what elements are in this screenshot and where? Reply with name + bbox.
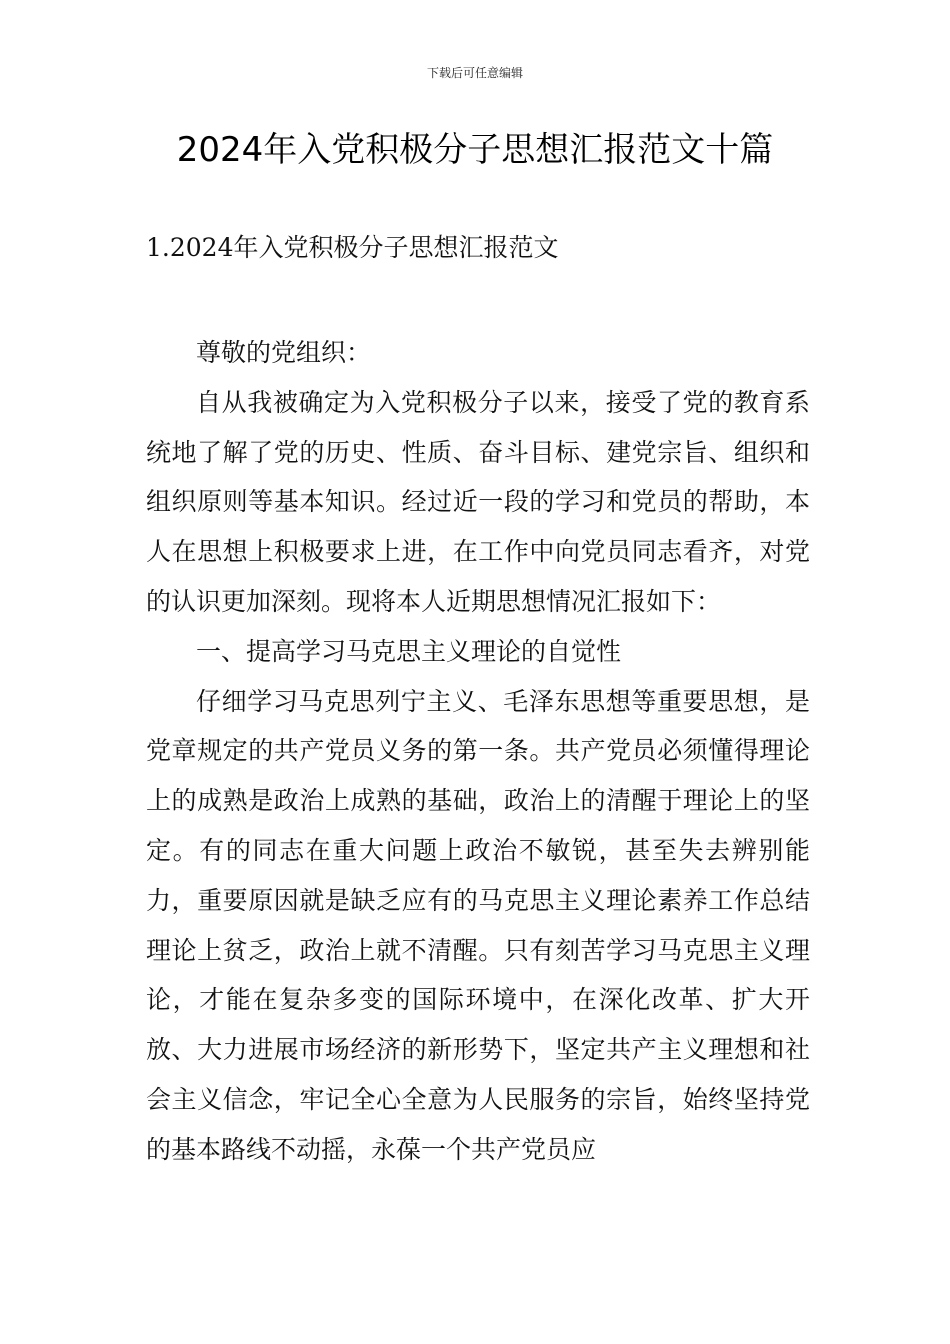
section-heading: 1.2024年入党积极分子思想汇报范文: [146, 233, 559, 262]
document-title: 2024年入党积极分子思想汇报范文十篇: [176, 130, 774, 170]
body-paragraph: 仔细学习马克思列宁主义、毛泽东思想等重要思想，是党章规定的共产党员义务的第一条。共产党员必须懂得理论上的成熟是政治上成熟的基础，政治上的清醒于理论上的坚定。有的同志在重大问题上政治不敏锐，甚至失去辨别能力，重要原因就是缺乏应有的马克思主义理论素养工作总结理论上贫乏，政治上就不清醒。只有刻苦学习马克思主义理论，才能在复杂多变的国际环境中，在深化改革、扩大开放、大力进展市场经济的新形势下，坚定共产主义理想和社会主义信念，牢记全心全意为人民服务的宗旨，始终坚持党的基本路线不动摇，永葆一个共产党员应: [146, 686, 810, 1164]
header-note: 下载后可任意编辑: [426, 66, 523, 80]
intro-paragraph: 自从我被确定为入党积极分子以来，接受了党的教育系统地了解了党的历史、性质、奋斗目标、建党宗旨、组织和组织原则等基本知识。经过近一段的学习和党员的帮助，本人在思想上积极要求上进，在工作中向党员同志看齐，对党的认识更加深刻。现将本人近期思想情况汇报如下：: [146, 387, 810, 616]
subheading-paragraph: 一、提高学习马克思主义理论的自觉性: [196, 636, 622, 666]
salutation-paragraph: 尊敬的党组织：: [196, 338, 372, 367]
document-body: [146, 328, 810, 1175]
